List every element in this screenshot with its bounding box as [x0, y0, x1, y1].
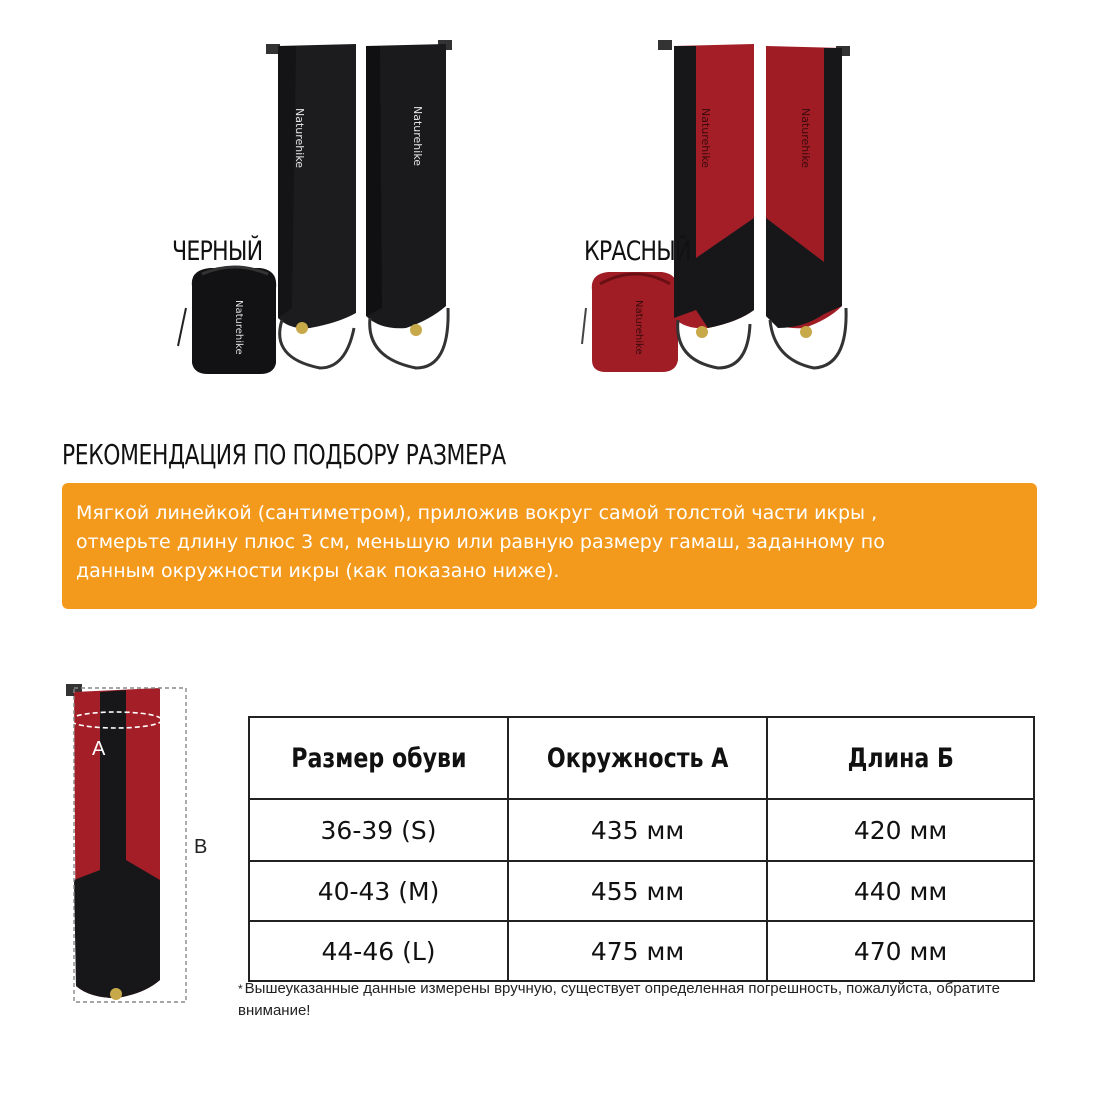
note-asterisk: * — [238, 982, 243, 996]
table-header-row — [249, 717, 1034, 799]
red-sack-brand-text: Naturehike — [633, 300, 644, 355]
recommendation-text: Мягкой линейкой (сантиметром), приложив вокруг самой толстой части икры , отмерьте длину плюс 3 см, меньшую или равную размеру гамаш, заданному по данным окружности икры (как показано ниже). — [76, 502, 885, 582]
cell-length: 420 мм — [767, 799, 1034, 861]
note-text: Вышеуказанные данные измерены вручную, существует определенная погрешность, пожалуйста, обратите внимание! — [238, 980, 1000, 1019]
right-gaiter-brand-text: Naturehike — [411, 106, 424, 167]
cell-circumference: 475 мм — [508, 921, 767, 981]
recommendation-box — [62, 483, 1037, 609]
recommendation-title: РЕКОМЕНДАЦИЯ ПО ПОДБОРУ РАЗМЕРА — [62, 438, 506, 471]
cell-circumference: 435 мм — [508, 799, 767, 861]
measurement-note — [238, 978, 1038, 1022]
left-gaiter-brand-text: Naturehike — [293, 108, 306, 169]
sack-brand-text: Naturehike — [233, 300, 244, 355]
red-gaiter-pair-image — [578, 38, 868, 383]
cell-shoe-size: 36-39 (S) — [249, 799, 508, 861]
red-stuff-sack — [582, 272, 678, 372]
cell-length: 470 мм — [767, 921, 1034, 981]
red-right-brand-text: Naturehike — [799, 108, 812, 169]
cell-shoe-size: 44-46 (L) — [249, 921, 508, 981]
black-gaiter-left — [266, 44, 356, 368]
header-shoe-size: Размер обуви — [249, 717, 508, 799]
header-length: Длина Б — [767, 717, 1034, 799]
black-gaiter-right — [366, 40, 452, 368]
cell-length: 440 мм — [767, 861, 1034, 921]
cell-shoe-size: 40-43 (M) — [249, 861, 508, 921]
size-table — [248, 716, 1035, 982]
table-row — [249, 799, 1034, 861]
dimension-a-label: A — [92, 738, 106, 760]
black-color-label: ЧЕРНЫЙ — [172, 236, 263, 267]
table-row — [249, 921, 1034, 981]
cell-circumference: 455 мм — [508, 861, 767, 921]
table-row — [249, 861, 1034, 921]
red-left-brand-text: Naturehike — [699, 108, 712, 169]
black-stuff-sack — [178, 267, 276, 374]
header-circumference: Окружность А — [508, 717, 767, 799]
red-color-label: КРАСНЫЙ — [584, 236, 691, 267]
dimension-b-label: B — [194, 836, 208, 858]
black-gaiter-pair-image — [170, 38, 470, 383]
red-gaiter-right — [766, 46, 850, 368]
